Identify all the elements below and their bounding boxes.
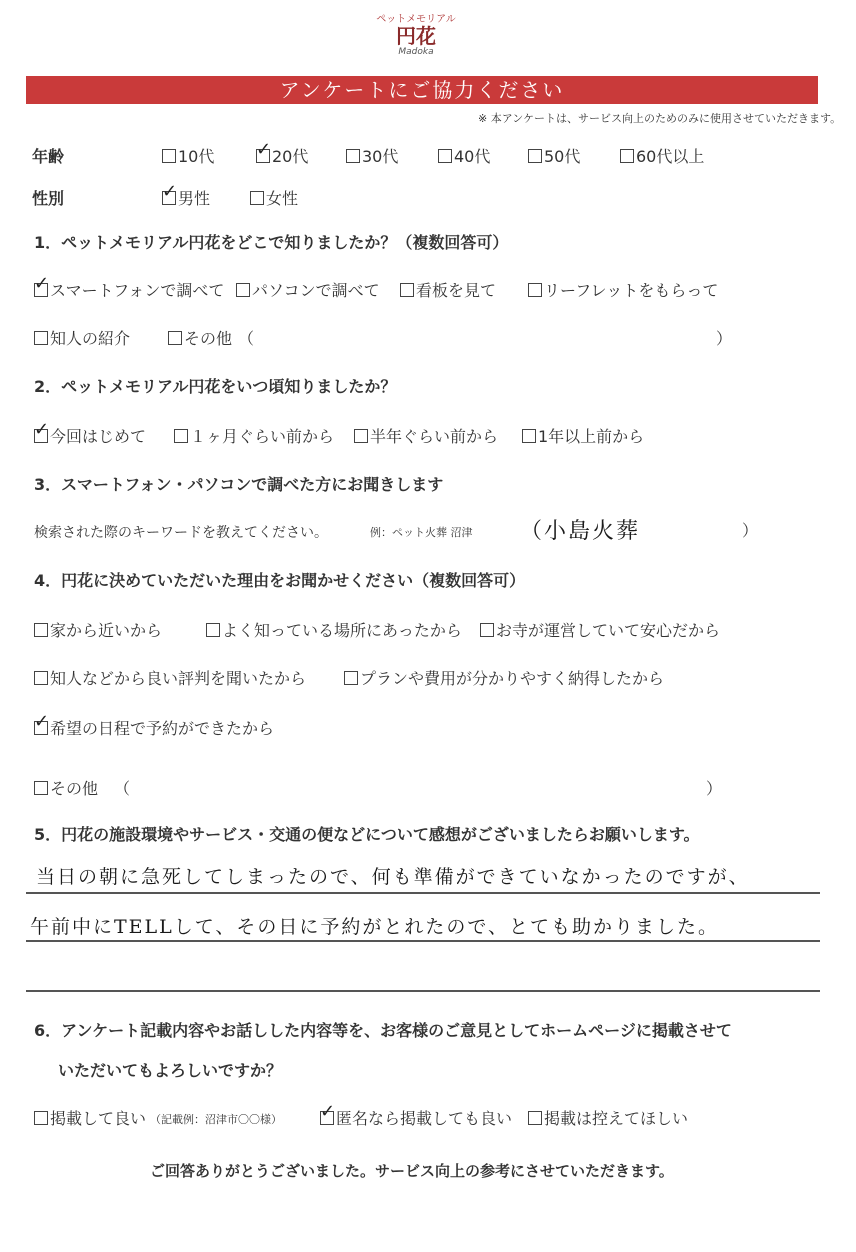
checkbox[interactable] <box>250 191 264 205</box>
q2-option-first-time[interactable]: ✓今回はじめて <box>34 424 146 447</box>
q4-option-reputation[interactable]: 知人などから良い評判を聞いたから <box>34 666 306 689</box>
answer-rule-3 <box>26 990 820 992</box>
age-option-10[interactable]: 10代 <box>162 144 214 167</box>
checkbox[interactable] <box>34 1111 48 1125</box>
gender-option-female[interactable]: 女性 <box>250 186 298 209</box>
checkbox[interactable] <box>480 623 494 637</box>
q3-example: 例：ペット火葬 沼津 <box>370 526 473 539</box>
question-3-title: 3．スマートフォン・パソコンで調べた方にお聞きします <box>34 475 444 494</box>
checkbox-checked[interactable] <box>162 191 176 205</box>
q5-handwritten-line-1[interactable]: 当日の朝に急死してしまったので、何も準備ができていなかったのですが、 <box>36 866 750 888</box>
checkbox[interactable] <box>522 429 536 443</box>
checkbox-checked[interactable] <box>320 1111 334 1125</box>
answer-rule-1 <box>26 892 820 894</box>
q4-option-temple[interactable]: お寺が運営していて安心だから <box>480 618 720 641</box>
checkbox[interactable] <box>162 149 176 163</box>
age-option-50[interactable]: 50代 <box>528 144 580 167</box>
q6-example: （記載例：沼津市〇〇様） <box>150 1113 282 1126</box>
q4-option-plan-cost[interactable]: プランや費用が分かりやすく納得したから <box>344 666 664 689</box>
q6-option-allow[interactable]: 掲載して良い <box>34 1106 146 1129</box>
q1-option-smartphone[interactable]: ✓スマートフォンで調べて <box>34 278 224 301</box>
q5-handwritten-line-2[interactable]: 午前中にTELLして、その日に予約がとれたので、とても助かりました。 <box>30 916 720 938</box>
checkbox[interactable] <box>34 671 48 685</box>
q1-option-other[interactable]: その他 <box>168 326 232 349</box>
checkbox-checked[interactable] <box>34 721 48 735</box>
q2-option-1-month[interactable]: １ヶ月ぐらい前から <box>174 424 334 447</box>
page-title-banner: アンケートにご協力ください <box>26 76 818 104</box>
q3-paren-close: ） <box>742 521 759 540</box>
question-2-title: 2．ペットメモリアル円花をいつ頃知りましたか？ <box>34 377 397 396</box>
checkbox[interactable] <box>174 429 188 443</box>
question-5-title: 5．円花の施設環境やサービス・交通の便などについて感想がございましたらお願いします。 <box>34 825 700 844</box>
question-1-title: 1．ペットメモリアル円花をどこで知りましたか？（複数回答可） <box>34 233 509 252</box>
q2-option-half-year[interactable]: 半年ぐらい前から <box>354 424 498 447</box>
checkbox[interactable] <box>528 1111 542 1125</box>
privacy-note: ※ 本アンケートは、サービス向上のためのみに使用させていただきます。 <box>478 112 842 125</box>
q1-other-paren-open: （ <box>238 329 255 348</box>
checkbox[interactable] <box>206 623 220 637</box>
age-option-40[interactable]: 40代 <box>438 144 490 167</box>
q1-option-referral[interactable]: 知人の紹介 <box>34 326 130 349</box>
q4-option-known-place[interactable]: よく知っている場所にあったから <box>206 618 462 641</box>
checkbox[interactable] <box>34 331 48 345</box>
question-6-title-line-2: いただいてもよろしいですか？ <box>58 1061 283 1080</box>
q6-option-decline[interactable]: 掲載は控えてほしい <box>528 1106 688 1129</box>
checkbox[interactable] <box>236 283 250 297</box>
checkbox[interactable] <box>620 149 634 163</box>
q1-option-leaflet[interactable]: リーフレットをもらって <box>528 278 718 301</box>
checkbox[interactable] <box>34 623 48 637</box>
q1-option-signboard[interactable]: 看板を見て <box>400 278 496 301</box>
q4-option-near-home[interactable]: 家から近いから <box>34 618 162 641</box>
q3-prompt: 検索された際のキーワードを教えてください。 <box>34 525 328 541</box>
q4-other-paren-close: ） <box>706 779 723 798</box>
checkbox-checked[interactable] <box>34 283 48 297</box>
checkbox[interactable] <box>528 283 542 297</box>
thanks-message: ご回答ありがとうございました。サービス向上の参考にさせていただきます。 <box>150 1162 674 1180</box>
logo-subtitle: ペットメモリアル <box>376 14 456 25</box>
checkbox[interactable] <box>168 331 182 345</box>
checkbox-checked[interactable] <box>256 149 270 163</box>
q4-option-schedule[interactable]: ✓希望の日程で予約ができたから <box>34 716 274 739</box>
checkbox[interactable] <box>34 781 48 795</box>
age-option-30[interactable]: 30代 <box>346 144 398 167</box>
q1-option-pc[interactable]: パソコンで調べて <box>236 278 380 301</box>
q4-option-other[interactable]: その他 <box>34 776 98 799</box>
q6-option-anonymous[interactable]: ✓ 匿名なら掲載しても良い <box>320 1106 512 1129</box>
logo <box>356 4 476 70</box>
gender-label: 性別 <box>32 189 65 208</box>
checkbox-checked[interactable] <box>34 429 48 443</box>
q4-other-paren-open: （ <box>114 779 131 798</box>
logo-roman: Madoka <box>398 47 434 57</box>
answer-rule-2 <box>26 940 820 942</box>
gender-option-male[interactable]: ✓ 男性 <box>162 186 210 209</box>
question-6-title-line-1: 6．アンケート記載内容やお話しした内容等を、お客様のご意見としてホームページに掲載させて <box>34 1021 732 1040</box>
q2-option-1-year[interactable]: 1年以上前から <box>522 424 644 447</box>
age-option-60plus[interactable]: 60代以上 <box>620 144 704 167</box>
checkbox[interactable] <box>528 149 542 163</box>
checkbox[interactable] <box>344 671 358 685</box>
question-4-title: 4．円花に決めていただいた理由をお聞かせください（複数回答可） <box>34 571 526 590</box>
logo-title: 円花 <box>396 24 436 48</box>
checkbox[interactable] <box>438 149 452 163</box>
q3-handwritten-answer[interactable]: （小島火葬 <box>520 519 641 544</box>
age-option-20[interactable]: ✓ 20代 <box>256 144 308 167</box>
q1-other-paren-close: ） <box>716 329 733 348</box>
checkbox[interactable] <box>346 149 360 163</box>
age-label: 年齢 <box>32 147 65 166</box>
checkbox[interactable] <box>400 283 414 297</box>
checkbox[interactable] <box>354 429 368 443</box>
